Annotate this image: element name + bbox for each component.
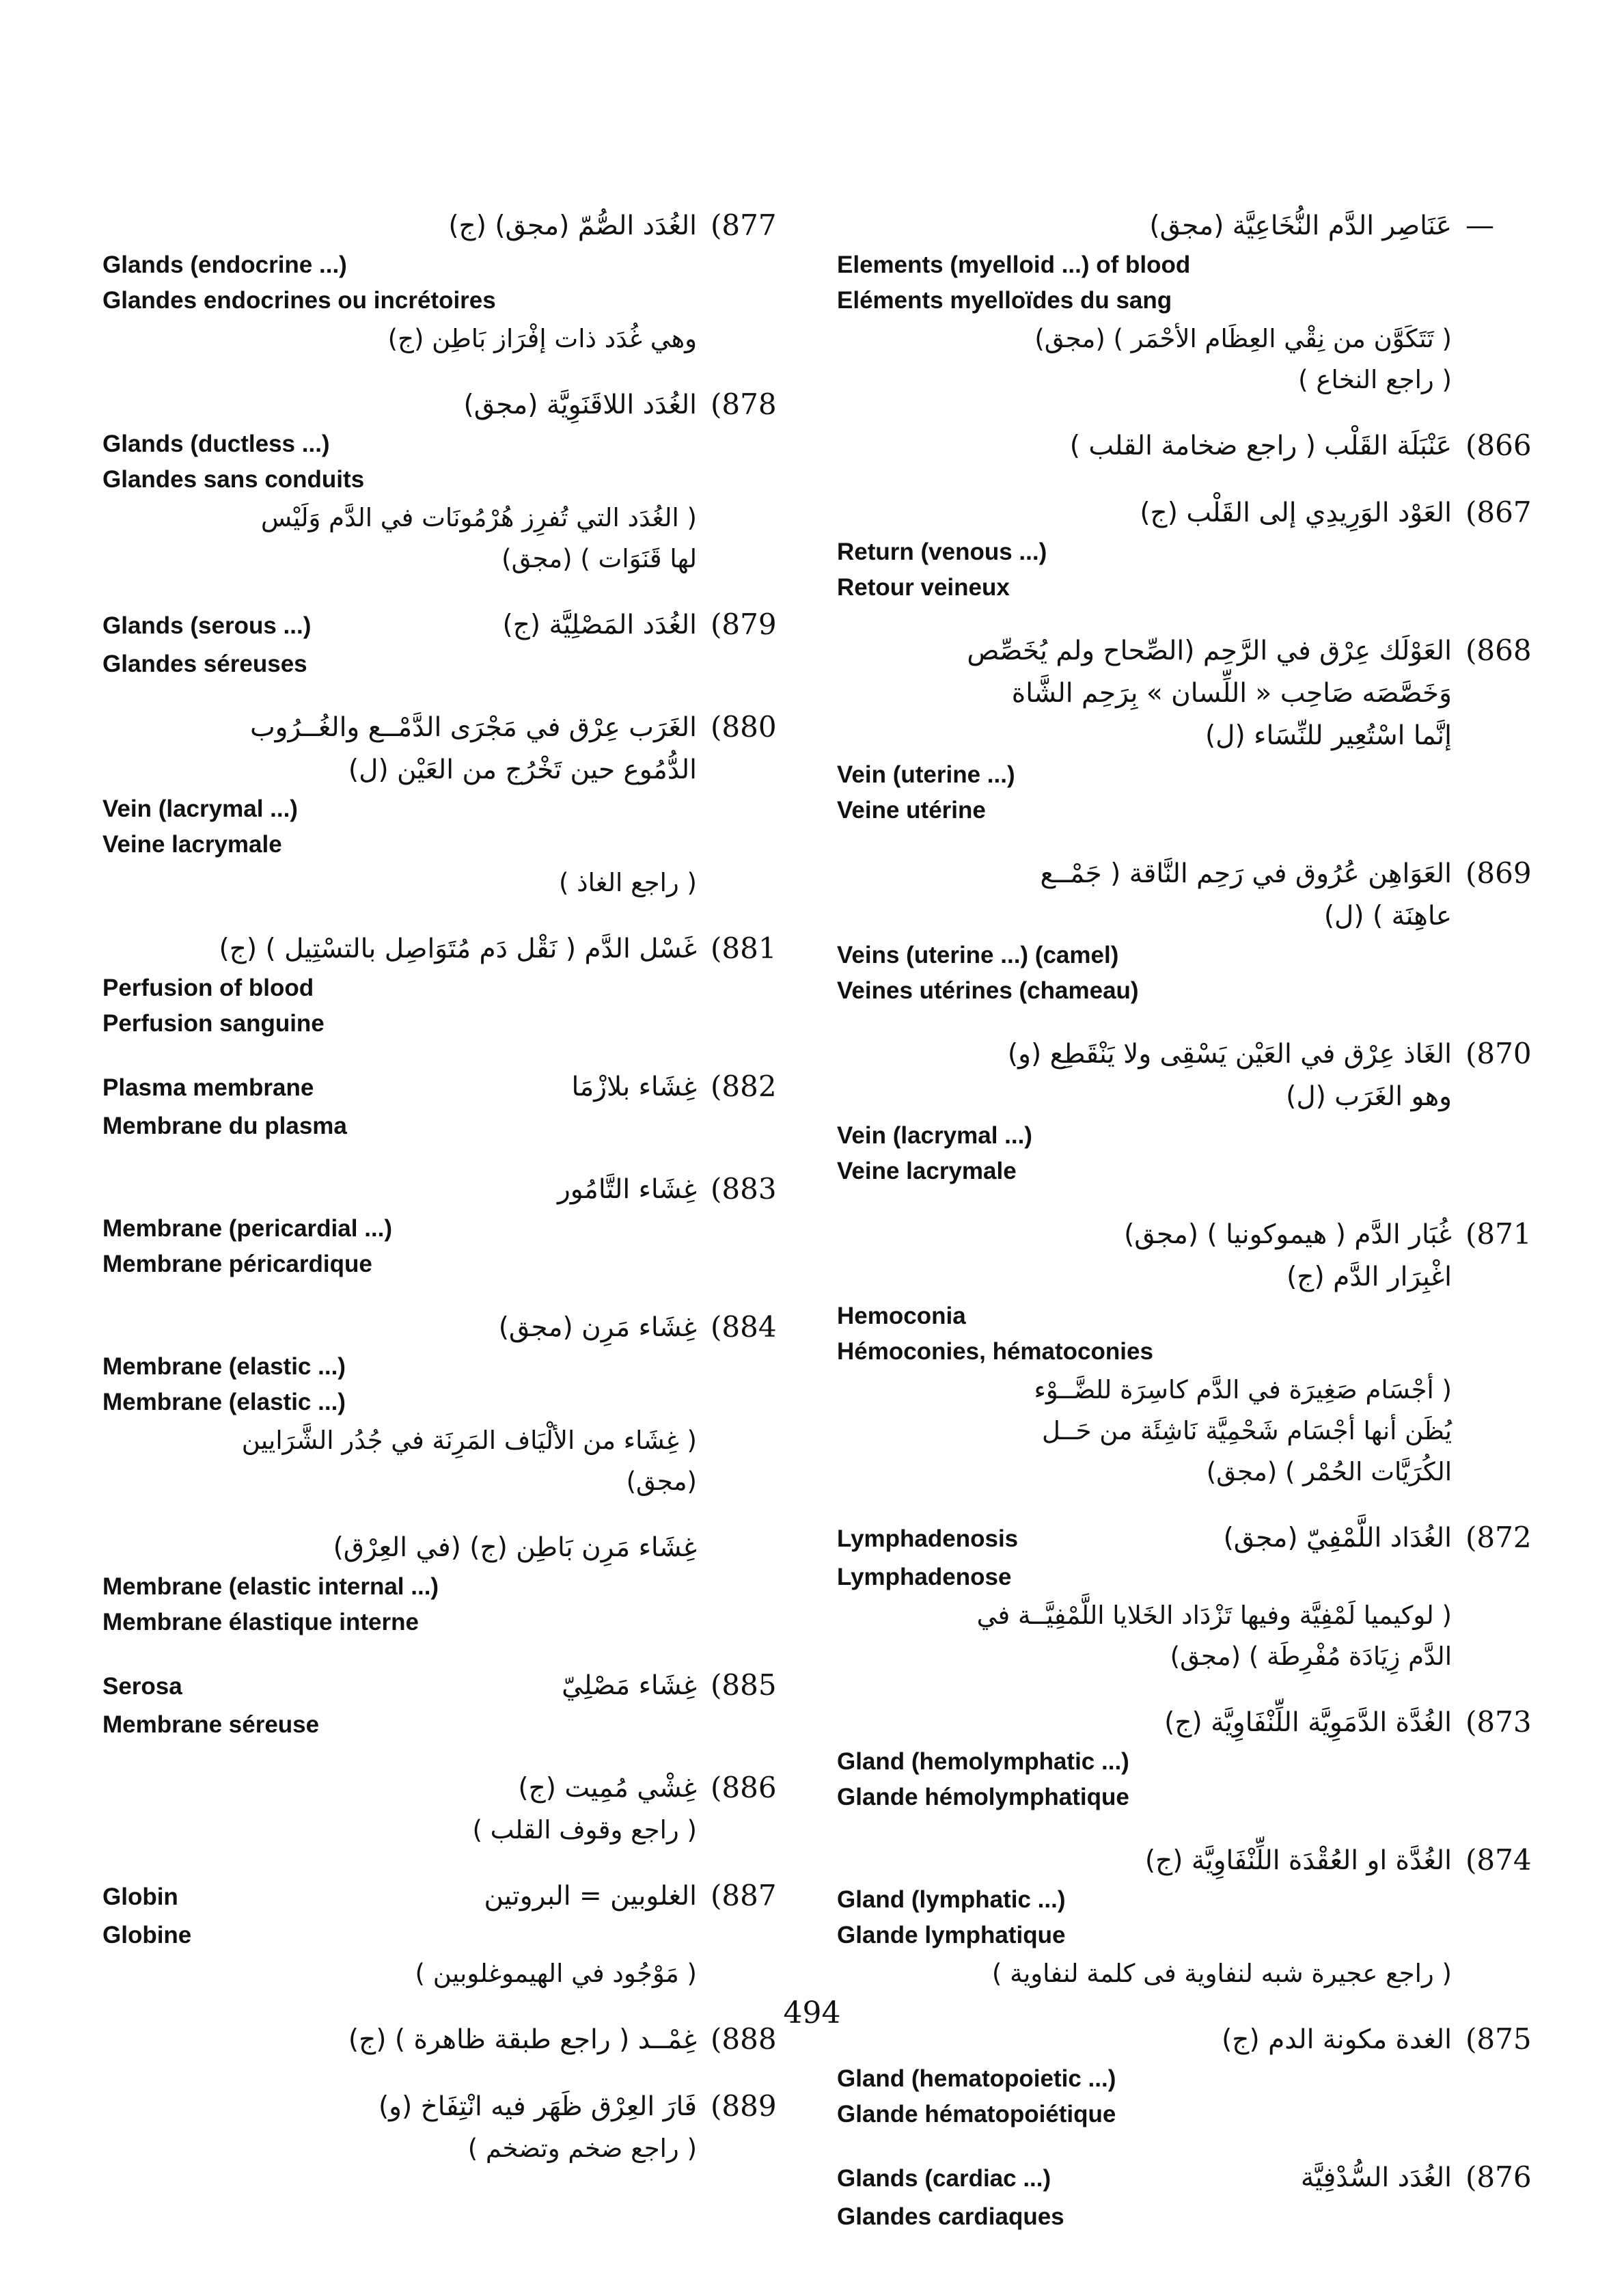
dictionary-entry xyxy=(837,2019,1541,2132)
latin-term: Hémoconies, hématoconies xyxy=(837,1338,1153,1365)
arabic-note: وهي غُدَد ذات إفْرَاز بَاطِن (ج) xyxy=(387,324,697,353)
arabic-note: ( لوكيميا لَمْفِيَّة وفيها تَزْدَاد الخَلايا اللَّمْفِيَّــة في xyxy=(976,1601,1452,1630)
arabic-term: الغُدَد اللاقَنَوِيَّة (مجق) xyxy=(463,390,697,420)
arabic-term-continued: اغْبِرَار الدَّم (ج) xyxy=(1286,1262,1452,1292)
latin-term: Elements (myelloid ...) of blood xyxy=(837,251,1191,278)
entry-body xyxy=(837,853,1452,1009)
entry-body xyxy=(102,1169,697,1282)
latin-term: Membrane du plasma xyxy=(102,1113,347,1139)
arabic-term: الغَاذ عِرْق في العَيْن يَسْقِى ولا يَنْقَطِع (و) xyxy=(1007,1039,1452,1070)
entry-number: (876 xyxy=(1465,2160,1532,2194)
dictionary-entry xyxy=(102,384,786,580)
latin-term: Membrane (elastic ...) xyxy=(102,1389,346,1415)
latin-term: Serosa xyxy=(102,1673,182,1700)
entry-body xyxy=(837,492,1452,606)
dictionary-entry xyxy=(102,1307,786,1502)
entry-number: (871 xyxy=(1465,1217,1532,1251)
entry-number: (878 xyxy=(711,388,777,421)
entry-body xyxy=(102,1527,697,1640)
entry-body xyxy=(837,1702,1452,1815)
dictionary-entry xyxy=(837,2157,1541,2235)
entry-body xyxy=(102,1665,697,1743)
dictionary-entry xyxy=(837,492,1541,606)
entry-body xyxy=(102,1307,697,1502)
arabic-term: غَسْل الدَّم ( نَقْل دَم مُتَوَاصِل بالتسْتِيل ) (ج) xyxy=(219,934,697,964)
entry-number: (889 xyxy=(711,2089,777,2123)
arabic-term: غِشَاء مَرِن (مجق) xyxy=(498,1312,697,1343)
left-column xyxy=(102,205,786,2194)
entry-body xyxy=(102,2086,697,2169)
arabic-term: الغُدَّة او العُقْدَة اللِّنْفَاوِيَّة (ج) xyxy=(1144,1845,1452,1876)
arabic-term: غِشَاء مَرِن بَاطِن (ج) (في العِرْق) xyxy=(333,1532,697,1563)
dictionary-entry xyxy=(837,1840,1541,1994)
latin-term: Veine lacrymale xyxy=(837,1158,1017,1184)
entry-number: (869 xyxy=(1465,856,1532,890)
arabic-term: الغُدَد السُّدْفِيَّة xyxy=(1300,2162,1452,2193)
entry-number: (868 xyxy=(1465,634,1532,667)
latin-term: Veine utérine xyxy=(837,797,986,824)
entry-number: (885 xyxy=(711,1668,777,1702)
latin-term: Glande hématopoiétique xyxy=(837,2101,1116,2127)
entry-body xyxy=(837,1517,1452,1677)
latin-term: Membrane (elastic ...) xyxy=(102,1353,346,1380)
entry-number: (874 xyxy=(1465,1843,1532,1877)
latin-term: Hemoconia xyxy=(837,1303,966,1329)
dictionary-entry xyxy=(837,1214,1541,1493)
latin-term: Glandes endocrines ou incrétoires xyxy=(102,287,496,314)
entry-number: (867 xyxy=(1465,495,1532,529)
entry-body xyxy=(837,630,1452,828)
latin-term: Glands (endocrine ...) xyxy=(102,251,347,278)
latin-term: Gland (hemolymphatic ...) xyxy=(837,1748,1129,1775)
arabic-note: ( غِشَاء من الألْيَاف المَرِنَة في جُدُر الشَّرَايين xyxy=(241,1426,697,1455)
latin-term: Glands (cardiac ...) xyxy=(837,2165,1051,2192)
latin-term: Vein (uterine ...) xyxy=(837,761,1015,788)
arabic-term: الغدة مكونة الدم (ج) xyxy=(1222,2024,1452,2055)
arabic-term-continued: عاهِنَة ) (ل) xyxy=(1323,901,1452,932)
arabic-term: فَارَ العِرْق ظَهَر فيه انْتِفَاخ (و) xyxy=(378,2091,697,2122)
dictionary-entry xyxy=(102,928,786,1042)
arabic-term: غِشَاء بلازْمَا xyxy=(571,1072,697,1102)
entry-number: — xyxy=(1465,208,1494,242)
entry-headline xyxy=(102,604,697,647)
arabic-term: غِشْي مُمِيت (ج) xyxy=(518,1773,697,1804)
arabic-note: ( راجع عجيرة شبه لنفاوية فى كلمة لنفاوية ) xyxy=(991,1959,1452,1988)
arabic-term: الغُدَد المَصْلِيَّة (ج) xyxy=(502,610,697,640)
entry-number: (882 xyxy=(711,1070,777,1103)
arabic-note: ( راجع النخاع ) xyxy=(1298,365,1452,394)
dictionary-entry xyxy=(837,1702,1541,1815)
dictionary-entry xyxy=(102,2086,786,2169)
latin-term: Membrane (elastic internal ...) xyxy=(102,1573,439,1600)
arabic-term: العَوَاهِن عُرُوق في رَحِم النَّاقة ( جَمْــع xyxy=(1040,858,1452,889)
entry-number: (881 xyxy=(711,932,777,965)
entry-body xyxy=(837,205,1452,400)
entry-body xyxy=(102,1767,697,1851)
entry-number: (888 xyxy=(711,2022,777,2056)
latin-term: Glande hémolymphatique xyxy=(837,1784,1129,1810)
arabic-term-continued: إنَّما اسْتُعِير للنِّسَاء (ل) xyxy=(1205,720,1452,751)
arabic-term-continued: الدُّمُوع حين تَخْرُج من العَيْن (ل) xyxy=(348,754,697,785)
arabic-note: ( تَتَكَوَّن من نِقْي العِظَام الأحْمَر ) (مجق) xyxy=(1034,324,1452,353)
entry-number: (872 xyxy=(1465,1521,1532,1554)
arabic-term: العَوْلَك عِرْق في الرَّحِم (الصِّحاح ولم يُخَصِّص xyxy=(967,636,1452,666)
latin-term: Veine lacrymale xyxy=(102,831,282,858)
entry-body xyxy=(102,604,697,682)
entry-number: (879 xyxy=(711,608,777,641)
entry-number: (866 xyxy=(1465,429,1532,462)
dictionary-entry xyxy=(837,1517,1541,1677)
arabic-note: (مجق) xyxy=(626,1467,697,1496)
dictionary-entry xyxy=(102,1066,786,1144)
arabic-term: غِشَاء التَّامُور xyxy=(557,1174,697,1205)
arabic-term: الغلوبين = البروتين xyxy=(484,1881,697,1912)
dictionary-entry xyxy=(837,205,1541,400)
latin-term: Eléments myelloïdes du sang xyxy=(837,287,1172,314)
dictionary-entry xyxy=(102,604,786,682)
arabic-note: لها قَنَوَات ) (مجق) xyxy=(501,544,697,573)
arabic-term: العَوْد الوَرِيدِي إلى القَلْب (ج) xyxy=(1140,498,1452,528)
right-column xyxy=(837,205,1541,2259)
dictionary-entry xyxy=(102,1169,786,1282)
latin-term: Vein (lacrymal ...) xyxy=(102,796,298,822)
latin-term: Retour veineux xyxy=(837,574,1010,601)
entry-number: (886 xyxy=(711,1771,777,1804)
dictionary-entry xyxy=(837,630,1541,828)
entry-body xyxy=(102,928,697,1042)
latin-term: Lymphadenosis xyxy=(837,1525,1019,1552)
entry-body xyxy=(102,384,697,580)
latin-term: Membrane péricardique xyxy=(102,1251,372,1277)
dictionary-entry xyxy=(102,1665,786,1743)
entry-number: (877 xyxy=(711,208,777,242)
latin-term: Return (venous ...) xyxy=(837,539,1047,565)
arabic-term: الغُدَاد اللَّمْفِيّ (مجق) xyxy=(1223,1523,1452,1553)
entry-body xyxy=(837,425,1452,467)
dictionary-entry xyxy=(102,1767,786,1851)
arabic-term: غُبَار الدَّم ( هيموكونيا ) (مجق) xyxy=(1124,1219,1452,1250)
arabic-note: ( راجع الغاذ ) xyxy=(558,868,697,897)
page-number: 494 xyxy=(783,1996,841,2030)
latin-term: Glands (serous ...) xyxy=(102,612,312,639)
latin-term: Membrane séreuse xyxy=(102,1711,320,1738)
latin-term: Membrane (pericardial ...) xyxy=(102,1215,393,1242)
entry-headline xyxy=(837,1517,1452,1560)
latin-term: Plasma membrane xyxy=(102,1074,314,1101)
entry-body xyxy=(102,1875,697,1994)
latin-term: Glandes sans conduits xyxy=(102,466,365,493)
entry-number: (873 xyxy=(1465,1705,1532,1739)
arabic-note: الكُرَيَّات الحُمْر ) (مجق) xyxy=(1206,1457,1452,1486)
entry-headline xyxy=(102,1875,697,1918)
dictionary-entry xyxy=(837,1033,1541,1189)
arabic-term: عَنَاصِر الدَّم النُّخَاعِيَّة (مجق) xyxy=(1149,210,1452,241)
arabic-term: عَنْبَلَة القَلْب ( راجع ضخامة القلب ) xyxy=(1069,431,1452,461)
dictionary-entry xyxy=(837,425,1541,467)
latin-term: Globine xyxy=(102,1922,192,1948)
latin-term: Glands (ductless ...) xyxy=(102,431,330,457)
latin-term: Gland (lymphatic ...) xyxy=(837,1886,1066,1913)
dictionary-entry xyxy=(102,1875,786,1994)
arabic-term-continued: وهو الغَرَب (ل) xyxy=(1286,1081,1452,1112)
arabic-term: الغُدَّة الدَّمَوِيَّة اللِّنْفَاوِيَّة (ج) xyxy=(1164,1707,1452,1738)
latin-term: Lymphadenose xyxy=(837,1564,1012,1590)
arabic-note: ( أجْسَام صَغِيرَة في الدَّم كاسِرَة للضَّــوْء xyxy=(1034,1375,1452,1404)
arabic-note: ( راجع وقوف القلب ) xyxy=(472,1815,697,1845)
arabic-term: الغُدَد الصُّمّ (مجق) (ج) xyxy=(448,210,697,241)
arabic-term: الغَرَب عِرْق في مَجْرَى الدَّمْــع والغُــرُوب xyxy=(249,712,697,743)
latin-term: Gland (hematopoietic ...) xyxy=(837,2065,1116,2092)
latin-term: Veins (uterine ...) (camel) xyxy=(837,942,1119,968)
arabic-note: ( مَوْجُود في الهيموغلوبين ) xyxy=(415,1959,697,1988)
entry-number: (880 xyxy=(711,710,777,744)
entry-headline xyxy=(837,2157,1452,2199)
latin-term: Vein (lacrymal ...) xyxy=(837,1122,1032,1149)
entry-body xyxy=(837,2157,1452,2235)
latin-term: Veines utérines (chameau) xyxy=(837,977,1139,1004)
entry-body xyxy=(102,1066,697,1144)
latin-term: Glandes séreuses xyxy=(102,651,307,677)
latin-term: Perfusion of blood xyxy=(102,975,314,1001)
arabic-note: ( راجع ضخم وتضخم ) xyxy=(467,2134,697,2163)
dictionary-entry xyxy=(102,1527,786,1640)
entry-body xyxy=(102,205,697,359)
entry-number: (883 xyxy=(711,1172,777,1206)
entry-number: (875 xyxy=(1465,2022,1532,2056)
latin-term: Glandes cardiaques xyxy=(837,2203,1064,2230)
entry-body xyxy=(102,707,697,903)
latin-term: Perfusion sanguine xyxy=(102,1010,325,1037)
dictionary-entry xyxy=(102,707,786,903)
entry-body xyxy=(837,1214,1452,1493)
arabic-term: غِشَاء مَصْلِيّ xyxy=(562,1670,697,1701)
entry-headline xyxy=(102,1066,697,1109)
entry-number: (884 xyxy=(711,1310,777,1344)
arabic-note: الدَّم زِيَادَة مُفْرِطَة ) (مجق) xyxy=(1170,1642,1452,1671)
entry-body xyxy=(837,2019,1452,2132)
dictionary-entry xyxy=(837,853,1541,1009)
entry-number: (887 xyxy=(711,1879,777,1912)
entry-body xyxy=(837,1033,1452,1189)
latin-term: Membrane élastique interne xyxy=(102,1609,419,1635)
arabic-term: غِمْــد ( راجع طبقة ظاهرة ) (ج) xyxy=(348,2024,697,2055)
latin-term: Globin xyxy=(102,1884,178,1910)
arabic-term-continued: وَخَصَّصَه صَاحِب « اللِّسان » بِرَحِم الشَّاة xyxy=(1011,678,1452,709)
arabic-note: ( الغُدَد التي تُفرِز هُرْمُونَات في الدَّم وَلَيْس xyxy=(260,503,697,532)
entry-body xyxy=(837,1840,1452,1994)
dictionary-entry xyxy=(102,205,786,359)
entry-number: (870 xyxy=(1465,1037,1532,1070)
latin-term: Glande lymphatique xyxy=(837,1922,1066,1948)
entry-headline xyxy=(102,1665,697,1707)
arabic-note: يُظَن أنها أجْسَام شَحْمِيَّة نَاشِئَة من حَــل xyxy=(1041,1416,1452,1445)
